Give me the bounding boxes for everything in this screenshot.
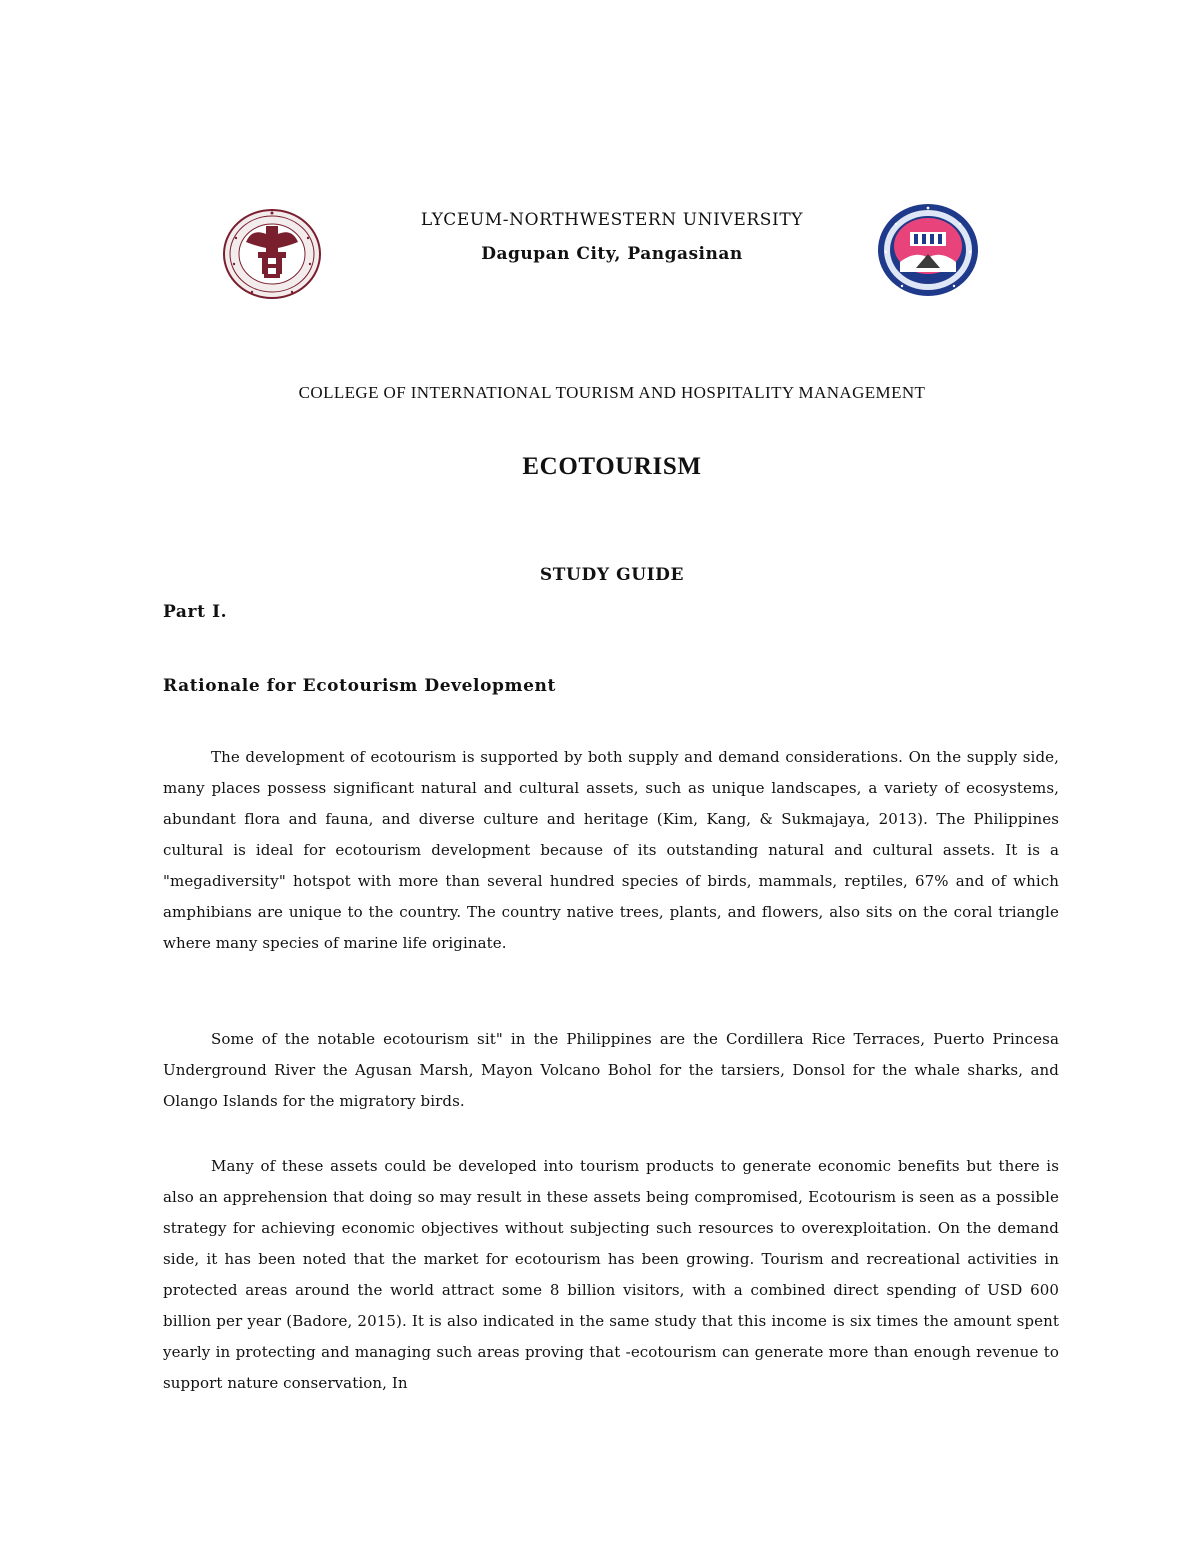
university-name: LYCEUM-NORTHWESTERN UNIVERSITY [420, 210, 804, 230]
university-city: Dagupan City, Pangasinan [481, 244, 743, 264]
part-label: Part I. [163, 602, 228, 622]
document-type-heading: STUDY GUIDE [539, 565, 685, 585]
body-paragraph: Some of the notable ecotourism sit" in the Philippines are the Cordillera Rice Terraces, Puerto Princesa Underground River the Agusan Marsh, Mayon Volcano Bohol for the tarsiers, Donsol for the whale sharks, and Olango Islands for the migratory birds. [163, 1030, 1059, 1110]
section-title: Rationale for Ecotourism Development [163, 676, 556, 696]
body-paragraph: Many of these assets could be developed into tourism products to generate economic benefits but there is also an apprehension that doing so may result in these assets being compromised, Ecotourism is seen as a possible strategy for achieving economic objectives without subjecting such resources to overexploitation. On the demand side, it has been noted that the market for ecotourism has been growing. Tourism and recreational activities in protected areas around the world attract some 8 billion visitors, with a combined direct spending of USD 600 billion per year (Badore, 2015). It is also indicated in the same study that this income is six times the amount spent yearly in protecting and managing such areas proving that -ecotourism can generate more than enough revenue to support nature conservation, In [163, 1157, 1059, 1392]
course-title: ECOTOURISM [522, 453, 702, 480]
college-name: COLLEGE OF INTERNATIONAL TOURISM AND HOSPITALITY MANAGEMENT [298, 383, 926, 402]
body-paragraph: The development of ecotourism is supported by both supply and demand considerations. On the supply side, many places possess significant natural and cultural assets, such as unique landscapes, a variety of ecosystems, abundant flora and fauna, and diverse culture and heritage (Kim, Kang, & Sukmajaya, 2013). The Philippines cultural is ideal for ecotourism development because of its outstanding natural and cultural assets. It is a "megadiversity" hotspot with more than several hundred species of birds, mammals, reptiles, 67% and of which amphibians are unique to the country. The country native trees, plants, and flowers, also sits on the coral triangle where many species of marine life originate. [163, 748, 1059, 952]
